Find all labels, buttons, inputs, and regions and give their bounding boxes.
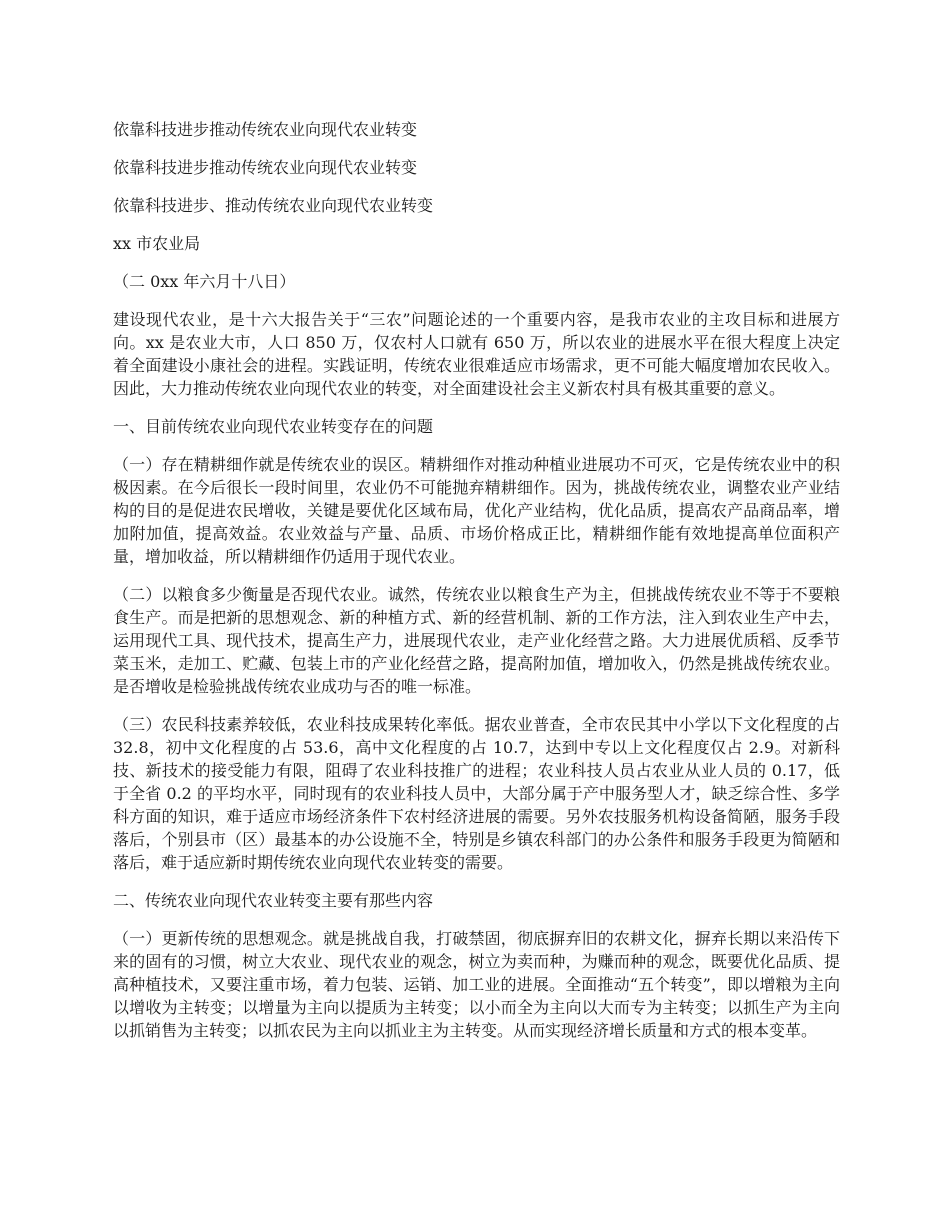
section-1-paragraph-2: （二）以粮食多少衡量是否现代农业。诚然，传统农业以粮食生产为主，但挑战传统农业不等于不要粮食生产。而是把新的思想观念、新的种植方式、新的经营机制、新的工作方法，注入到农业生产中去，运用现代工具、现代技术，提高生产力，进展现代农业，走产业化经营之路。大力进展优质稻、反季节菜玉米，走加工、贮藏、包装上市的产业化经营之路，提高附加值，增加收入，仍然是挑战传统农业。是否增收是检验挑战传统农业成功与否的唯一标准。 [113, 585, 840, 696]
document-title: 依靠科技进步推动传统农业向现代农业转变 [113, 120, 418, 139]
document-author: xx 市农业局 [113, 234, 201, 253]
section-1-paragraph-1: （一）存在精耕细作就是传统农业的误区。精耕细作对推动种植业进展功不可灭，它是传统农业中的积极因素。在今后很长一段时间里，农业仍不可能抛弃精耕细作。因为，挑战传统农业，调整农业产业结构的目的是促进农民增收，关键是要优化区域布局，优化产业结构，优化品质，提高农产品商品率，增加附加值，提高效益。农业效益与产量、品质、市场价格成正比，精耕细作能有效地提高单位面积产量，增加收益，所以精耕细作仍适用于现代农业。 [113, 455, 840, 566]
section-1-heading: 一、目前传统农业向现代农业转变存在的问题 [113, 417, 434, 436]
document-title-repeat: 依靠科技进步推动传统农业向现代农业转变 [113, 158, 418, 177]
document-date: （二 0xx 年六月十八日） [113, 272, 296, 291]
section-2-paragraph-1: （一）更新传统的思想观念。就是挑战自我，打破禁固，彻底摒弃旧的农耕文化，摒弃长期以来沿传下来的固有的习惯，树立大农业、现代农业的观念，树立为卖而种，为赚而种的观念，既要优化品质、提高种植技术，又要注重市场，着力包装、运销、加工业的进展。全面推动“五个转变”，即以增粮为主向以增收为主转变；以增量为主向以提质为主转变；以小而全为主向以大而专为主转变；以抓生产为主向以抓销售为主转变；以抓农民为主向以抓业主为主转变。从而实现经济增长质量和方式的根本变革。 [113, 929, 840, 1040]
section-1-paragraph-3: （三）农民科技素养较低，农业科技成果转化率低。据农业普查，全市农民其中小学以下文化程度的占 32.8，初中文化程度的占 53.6，高中文化程度的占 10.7，达到中专以上文化程度仅占 2.9。对新科技、新技术的接受能力有限，阻碍了农业科技推广的进程；农业科技人员占农业从业人员的 0.17，低于全省 0.2 的平均水平，同时现有的农业科技人员中，大部分属于产中服务型人才，缺乏综合性、多学科方面的知识，难于适应市场经济条件下农村经济进展的需要。另外农技服务机构设备简陋，服务手段落后，个别县市（区）最基本的办公设施不全，特别是乡镇农科部门的办公条件和服务手段更为简陋和落后，难于适应新时期传统农业向现代农业转变的需要。 [113, 715, 840, 872]
document-title-variant: 依靠科技进步、推动传统农业向现代农业转变 [113, 196, 434, 215]
section-2-heading: 二、传统农业向现代农业转变主要有那些内容 [113, 891, 434, 910]
intro-paragraph: 建设现代农业，是十六大报告关于“三农”问题论述的一个重要内容，是我市农业的主攻目标和进展方向。xx 是农业大市，人口 850 万，仅农村人口就有 650 万，所以农业的进展水平在很大程度上决定着全面建设小康社会的进程。实践证明，传统农业很难适应市场需求，更不可能大幅度增加农民收入。因此，大力推动传统农业向现代农业的转变，对全面建设社会主义新农村具有极其重要的意义。 [113, 310, 840, 398]
document-body [113, 118, 840, 1057]
